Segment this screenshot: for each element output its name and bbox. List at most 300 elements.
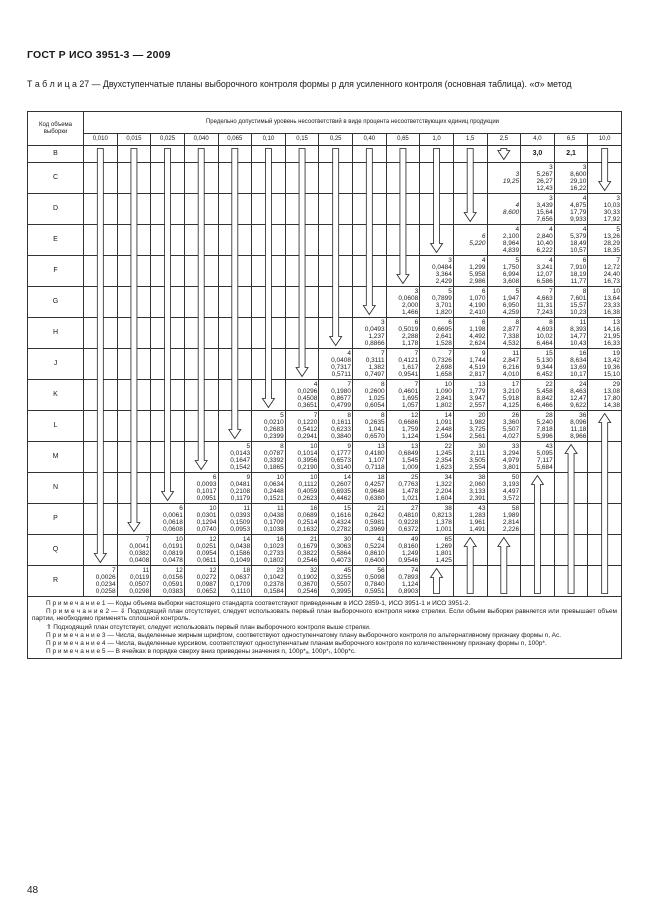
plan-n-value: 27 [411,504,419,512]
plan-p-value: 6,452 [536,371,553,379]
plan-cell [84,380,118,411]
plan-p-value: 3,572 [502,495,520,503]
plan-p-value: 15,64 [536,209,553,216]
plan-p-value: 5,095 [536,449,553,457]
plan-p-value: 0,0191 [162,542,183,550]
plan-p-value: 6,466 [536,402,553,410]
plan-n-value: 24 [579,380,587,388]
plan-p-value: 0,3956 [297,457,318,464]
plan-p-value: 0,0156 [162,573,183,581]
plan-p-value: 0,4059 [297,488,318,495]
plan-p-value: 18,49 [570,240,587,247]
plan-cell [521,287,555,318]
plan-p-value: 1,750 [502,263,520,271]
plan-cell [84,504,118,535]
plan-cell [386,163,420,194]
plan-p-value: 17,92 [603,216,620,224]
plan-n-value: 3 [448,256,452,264]
plan-n-value: 10 [209,504,217,512]
plan-p-value: 12,47 [570,395,587,402]
plan-n-value: 11 [277,504,284,512]
plan-p-value: 1,695 [401,395,419,402]
plan-p-value: 0,6570 [364,433,385,441]
plan-p-value: 0,2378 [263,581,284,588]
plan-p-value: 0,0272 [196,573,217,581]
plan-p-value: 0,2108 [230,488,251,495]
plan-p-value: 0,7326 [431,356,452,364]
plan-cell [487,146,521,163]
plan-n-value: 38 [444,504,452,512]
table-caption: Т а б л и ц а 27 — Двухступенчатые планы выборочного контроля формы p для усиленного контроля (основная таблица). «σ» метод [27,79,572,89]
plan-p-value: 1,322 [435,480,452,488]
plan-cell [521,349,555,380]
plan-p-value: 1,021 [401,495,419,503]
plan-p-value: 0,4810 [398,511,419,519]
plan-cell [184,535,218,566]
sample-size-code: M [28,442,84,473]
plan-p-value: 2,226 [502,526,520,534]
plan-p-value: 3,801 [502,464,520,472]
plan-p-value: 11,31 [536,302,553,309]
plan-cell [554,535,588,566]
plan-p-value: 8,600 [570,170,587,178]
plan-p-value: 4,497 [502,488,520,495]
plan-cell [554,380,588,411]
plan-n-value: 12 [209,566,217,574]
plan-cell [84,225,118,256]
plan-p-value: 0,1647 [230,457,251,464]
plan-p-value: 0,5412 [297,426,318,433]
plan-p-value: 1,802 [435,402,452,410]
plan-cell [420,225,454,256]
plan-cell [554,349,588,380]
plan-cell [554,146,588,163]
plan-p-value: 18,19 [570,271,587,278]
variables-plan-n: 3 [515,170,520,178]
plan-p-value: 16,22 [570,185,587,193]
plan-cell [319,380,353,411]
plan-p-value: 0,1584 [263,588,284,596]
plan-p-value: 0,3255 [331,573,351,581]
plan-p-value: 0,1542 [230,464,251,472]
plan-p-value: 8,096 [570,418,587,426]
plan-p-value: 9,344 [536,364,553,371]
plan-p-value: 7,117 [536,457,553,464]
plan-n-value: 6 [481,318,486,326]
attribute-plan-value: 3,0 [532,150,543,158]
table-note: П р и м е ч а н и е 1 — Коды объема выборки настоящего стандарта соответствуют приведенным в ИСО 2859-1, ИСО 3951-1 и ИСО 3951-2. [46,600,471,607]
plan-cell [353,256,387,287]
plan-cell [319,535,353,566]
plan-p-value: 5,130 [536,356,553,364]
plan-cell [285,566,319,597]
plan-p-value: 18,35 [603,247,620,255]
plan-p-value: 8,966 [570,433,587,441]
plan-p-value: 0,0041 [129,542,150,550]
plan-p-value: 0,1110 [231,588,251,596]
aql-header-cell: 2,5 [487,134,521,146]
plan-p-value: 0,0382 [129,550,150,557]
plan-p-value: 0,0119 [129,573,150,581]
sampling-plan-table [27,111,622,659]
plan-cell [319,566,353,597]
plan-p-value: 4,125 [502,402,520,410]
plan-n-value: 15 [545,349,553,357]
plan-cell [453,535,487,566]
plan-cell [184,566,218,597]
plan-p-value: 0,0408 [331,356,351,364]
plan-cell [117,535,151,566]
plan-p-value: 1,269 [435,542,452,550]
plan-cell [117,225,151,256]
plan-cell [151,318,185,349]
plan-cell [218,380,252,411]
plan-p-value: 8,964 [502,240,520,247]
plan-cell [386,504,420,535]
table-row [28,146,622,163]
plan-p-value: 6,994 [502,271,520,278]
plan-p-value: 4,492 [469,333,486,340]
table-row [28,380,622,411]
plan-n-value: 25 [411,473,419,481]
plan-n-value: 19 [612,349,620,357]
plan-cell [184,318,218,349]
plan-p-value: 0,3670 [297,581,318,588]
plan-n-value: 6 [582,256,587,264]
plan-n-value: 4 [347,349,351,357]
plan-p-value: 11,18 [570,426,587,433]
aql-group-header: Предельно допустимый уровень несоответствий в виде процента несоответствующих единиц продукции [84,112,622,134]
plan-cell [84,146,118,163]
plan-p-value: 5,684 [536,464,553,472]
plan-cell [588,535,622,566]
plan-p-value: 0,0608 [162,526,183,534]
plan-cell [521,225,555,256]
plan-n-value: 6 [448,318,452,326]
plan-p-value: 0,9541 [398,371,419,379]
plan-cell [386,287,420,318]
plan-cell [353,225,387,256]
plan-p-value: 0,2600 [364,387,385,395]
document-header: ГОСТ Р ИСО 3951-3 — 2009 [27,49,171,61]
plan-p-value: 0,1616 [331,511,351,519]
plan-p-value: 5,958 [469,271,486,278]
plan-cell [487,256,521,287]
plan-p-value: 0,5224 [364,542,385,550]
aql-header-cell: 0,65 [386,134,420,146]
plan-p-value: 0,1509 [230,519,251,526]
plan-cell [252,504,286,535]
plan-n-value: 13 [478,380,486,388]
plan-n-value: 12 [209,535,217,543]
plan-p-value: 0,1017 [196,488,217,495]
aql-header-cell: 0,065 [218,134,252,146]
plan-n-value: 22 [545,380,553,388]
aql-header-cell: 10,0 [588,134,622,146]
plan-cell [386,256,420,287]
sample-size-code: B [28,146,84,163]
plan-cell [588,442,622,473]
plan-p-value: 13,08 [603,387,620,395]
plan-cell [151,442,185,473]
plan-p-value: 3,701 [435,302,452,309]
plan-cell [84,194,118,225]
plan-cell [353,380,387,411]
plan-p-value: 8,463 [570,387,587,395]
plan-p-value: 0,1777 [331,449,351,457]
plan-cell [353,504,387,535]
plan-p-value: 3,241 [536,263,553,271]
plan-p-value: 0,1014 [297,449,318,457]
plan-p-value: 10,40 [536,240,553,247]
plan-cell [218,256,252,287]
plan-p-value: 0,2733 [263,550,284,557]
plan-cell [252,163,286,194]
sample-size-code: G [28,287,84,318]
plan-cell [218,566,252,597]
plan-p-value: 0,6686 [398,418,419,426]
plan-p-value: 0,1611 [331,418,351,426]
plan-cell [521,504,555,535]
plan-n-value: 50 [511,473,520,481]
plan-p-value: 2,986 [469,278,486,286]
plan-cell [184,194,218,225]
plan-p-value: 14,38 [603,402,620,410]
plan-p-value: 26,27 [536,178,553,185]
plan-cell [151,349,185,380]
plan-n-value: 5 [616,225,620,233]
plan-cell [588,287,622,318]
plan-p-value: 0,0298 [129,588,150,596]
plan-cell [151,380,185,411]
plan-n-value: 7 [347,380,351,388]
plan-cell [84,566,118,597]
plan-cell [453,411,487,442]
plan-p-value: 12,43 [536,185,553,193]
plan-p-value: 4,010 [502,371,520,379]
plan-p-value: 1,989 [502,511,520,519]
plan-p-value: 15,10 [603,371,620,379]
plan-n-value: 8 [549,318,553,326]
plan-cell [353,411,387,442]
plan-cell [285,442,319,473]
plan-p-value: 9,622 [570,402,587,410]
plan-p-value: 17,80 [603,395,620,402]
sample-size-code: P [28,504,84,535]
plan-p-value: 0,0481 [230,480,251,488]
plan-p-value: 2,410 [469,309,486,317]
plan-n-value: 7 [414,349,419,357]
plan-p-value: 6,586 [536,278,553,286]
aql-header-cell: 0,025 [151,134,185,146]
plan-p-value: 2,698 [435,364,452,371]
plan-p-value: 0,6400 [364,557,385,565]
plan-n-value: 13 [377,442,385,450]
plan-p-value: 0,0493 [364,325,385,333]
plan-n-value: 8 [280,442,284,450]
plan-n-value: 6 [179,504,183,512]
plan-cell [252,442,286,473]
plan-n-value: 9 [246,473,251,481]
notes-cell [28,597,622,659]
plan-n-value: 7 [549,287,553,295]
plan-p-value: 0,1220 [297,418,318,426]
plan-p-value: 0,0301 [196,511,217,519]
plan-cell [184,163,218,194]
plan-p-value: 2,204 [435,488,452,495]
plan-n-value: 5 [448,287,452,295]
plan-cell [420,256,454,287]
plan-n-value: 34 [444,473,452,481]
plan-p-value: 1,623 [435,464,452,472]
plan-p-value: 0,4601 [398,387,419,395]
plan-p-value: 1,249 [401,550,419,557]
plan-cell [588,349,622,380]
plan-p-value: 2,111 [470,449,486,457]
plan-n-value: 7 [414,380,419,388]
plan-p-value: 24,40 [603,271,620,278]
plan-p-value: 1,594 [435,433,452,441]
plan-cell [184,225,218,256]
plan-p-value: 0,5098 [364,573,385,581]
plan-p-value: 0,2623 [297,495,318,503]
aql-header-cell: 0,010 [84,134,118,146]
plan-p-value: 0,1586 [230,550,251,557]
plan-cell [184,146,218,163]
table-row [28,411,622,442]
plan-p-value: 1,178 [401,340,419,348]
plan-cell [420,163,454,194]
plan-n-value: 6 [212,473,217,481]
plan-p-value: 0,8160 [398,542,419,550]
plan-p-value: 1,091 [435,418,452,426]
variables-plan-n: 4 [515,201,520,209]
plan-p-value: 0,1294 [196,519,217,526]
plan-p-value: 5,379 [570,232,587,240]
plan-n-value: 38 [478,473,486,481]
plan-p-value: 2,554 [469,464,486,472]
plan-p-value: 2,641 [435,333,452,340]
plan-p-value: 0,6573 [331,457,351,464]
sample-size-code: F [28,256,84,287]
plan-p-value: 3,505 [469,457,486,464]
plan-cell [521,318,555,349]
plan-p-value: 0,7497 [364,371,385,379]
plan-cell [319,442,353,473]
plan-p-value: 0,0210 [263,418,284,426]
plan-cell [84,287,118,318]
plan-cell [151,146,185,163]
plan-p-value: 0,4799 [331,402,351,410]
plan-n-value: 16 [310,504,318,512]
plan-cell [353,349,387,380]
plan-p-value: 0,3111 [365,356,385,364]
plan-p-value: 2,354 [435,457,452,464]
plan-cell [487,380,521,411]
sample-size-code: N [28,473,84,504]
plan-p-value: 0,0637 [230,573,251,581]
plan-p-value: 4,663 [536,294,553,302]
plan-p-value: 1,545 [401,457,419,464]
plan-cell [554,566,588,597]
plan-p-value: 0,4508 [297,395,318,402]
plan-p-value: 7,243 [536,309,553,317]
plan-cell [319,411,353,442]
plan-p-value: 10,03 [603,201,620,209]
plan-n-value: 3 [616,194,620,202]
plan-p-value: 0,1521 [263,495,284,503]
plan-p-value: 0,1679 [297,542,318,550]
plan-p-value: 1,528 [435,340,452,348]
plan-p-value: 0,2635 [364,418,385,426]
plan-cell [252,287,286,318]
plan-p-value: 0,1112 [298,480,318,488]
plan-cell [285,163,319,194]
plan-cell [420,380,454,411]
plan-n-value: 5 [280,411,284,419]
plan-cell [420,287,454,318]
plan-n-value: 21 [377,504,385,512]
plan-cell [588,225,622,256]
plan-p-value: 13,69 [570,364,587,371]
plan-cell [420,442,454,473]
plan-cell [588,256,622,287]
plan-n-value: 3 [414,287,419,295]
plan-p-value: 1,658 [435,371,452,379]
plan-cell [521,442,555,473]
plan-cell [588,566,622,597]
plan-p-value: 16,73 [603,278,620,286]
plan-cell [252,349,286,380]
plan-p-value: 30,33 [603,209,620,216]
plan-p-value: 5,996 [536,433,553,441]
plan-p-value: 0,0954 [196,550,217,557]
plan-cell [554,287,588,318]
plan-p-value: 2,100 [502,232,520,240]
plan-p-value: 21,95 [603,333,620,340]
plan-n-value: 3 [549,163,553,171]
table-row [28,349,622,380]
plan-n-value: 8 [381,380,385,388]
plan-p-value: 0,2399 [263,433,284,441]
plan-cell [218,473,252,504]
table-row [28,442,622,473]
plan-p-value: 0,1980 [331,387,351,395]
plan-p-value: 0,6935 [331,488,351,495]
plan-n-value: 6 [481,287,486,295]
plan-cell [252,146,286,163]
plan-p-value: 12,07 [536,271,553,278]
plan-cell [117,473,151,504]
plan-p-value: 0,2514 [297,519,318,526]
plan-n-value: 33 [511,442,520,450]
sample-size-code: K [28,380,84,411]
plan-p-value: 0,9546 [398,557,419,565]
plan-p-value: 2,814 [502,519,520,526]
plan-cell [151,504,185,535]
plan-p-value: 3,608 [502,278,520,286]
plan-cell [319,146,353,163]
plan-p-value: 0,0507 [129,581,150,588]
plan-cell [386,146,420,163]
plan-p-value: 0,4462 [331,495,351,503]
plan-p-value: 0,3651 [297,402,318,410]
sample-size-code: J [28,349,84,380]
plan-cell [453,504,487,535]
plan-cell [218,194,252,225]
header-row-1 [28,112,622,134]
plan-cell [151,535,185,566]
